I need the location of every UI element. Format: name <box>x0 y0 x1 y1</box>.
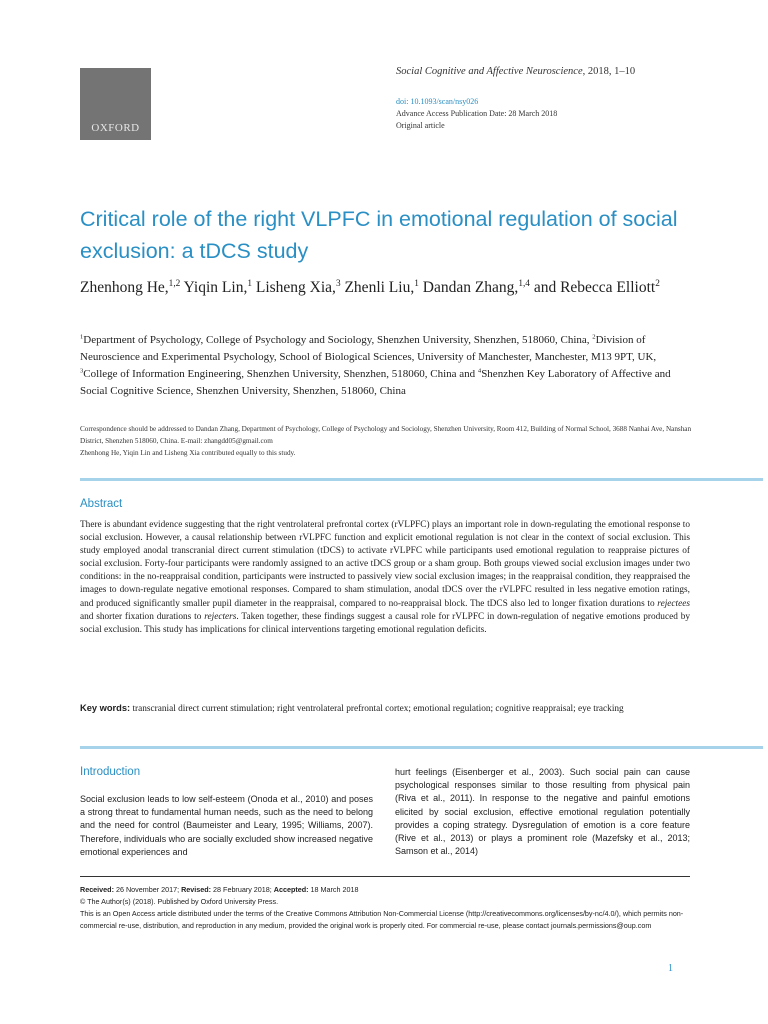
accepted-label: Accepted: <box>273 885 309 894</box>
author-affiliation-marker: 1,2 <box>168 278 181 289</box>
article-title: Critical role of the right VLPFC in emotional regulation of social exclusion: a tDCS study <box>80 207 678 263</box>
affiliation-text: Shenzhen Key Laboratory of Affective and Social Cognitive Science, Shenzhen University, Shenzhen, 518060, China <box>80 368 671 397</box>
page-number: 1 <box>668 963 673 974</box>
footnote-rule <box>80 876 690 877</box>
introduction-right-column: hurt feelings (Eisenberger et al., 2003). Such social pain can cause psychological responses similar to those resulting from physical pain (Riva et al., 2011). In response to the negative and painful emotions elicited by social exclusion, effective emotional regulation potentially provides a coping strategy. Dysregulation of emotion is a core feature (Rive et al., 2013) or plays a prominent role (Mazefsky et al., 2013; Samson et al., 2014) <box>395 767 690 857</box>
author-name: Lisheng Xia, <box>251 279 336 296</box>
author-name: Yiqin Lin, <box>180 279 248 296</box>
affiliations <box>80 332 695 400</box>
author-name: Zhenhong He, <box>80 279 169 296</box>
affiliation-marker: 1 <box>80 333 84 341</box>
revised-label: Revised: <box>181 885 212 894</box>
author-affiliation-marker: 2 <box>655 278 660 289</box>
article-type: Original article <box>396 121 445 130</box>
affiliation-marker: 4 <box>477 367 482 375</box>
received-label: Received: <box>80 885 114 894</box>
keywords <box>80 702 690 717</box>
advance-access-date: Advance Access Publication Date: 28 March 2018 <box>396 109 558 118</box>
abstract-heading: Abstract <box>80 498 123 510</box>
introduction-left-column: Social exclusion leads to low self-esteem (Onoda et al., 2010) and poses a strong threat to fundamental human needs, such as the need to belong and the need for control (Baumeister and Leary, 1995; Williams, 2007). Therefore, individuals who are socially excluded show increased negative emotional experiences and <box>80 794 373 857</box>
affiliation-text: Department of Psychology, College of Psychology and Sociology, Shenzhen University, Shenzhen, 518060, China, <box>83 334 593 346</box>
journal-citation <box>396 66 635 77</box>
author-name: and Rebecca Elliott <box>529 279 656 296</box>
affiliation-marker: 3 <box>80 367 84 375</box>
author-name: Dandan Zhang, <box>418 279 519 296</box>
abstract-part: There is abundant evidence suggesting that the right ventrolateral prefrontal cortex (rVLPFC) plays an important role in down-regulating the emotional response to social exclusion. However, a causal relationship between rVLPFC function and explicit emotional regulation is not clear in the context of social exclusion. This study employed anodal transcranial direct current stimulation (tDCS) to activate rVLPFC while participants used emotional regulation to reappraise pictures of social exclusion. Forty-four participants were randomly assigned to an active tDCS group or a sham group. Both groups viewed social exclusion images under two conditions: in the no-reappraisal condition, participants were instructed to passively view social exclusion images; in the reappraisal condition, they reappraised the images to down-regulate negative emotional responses. Compared to sham stimulation, anodal tDCS over the rVLPFC resulted in less negative emotion ratings, and produced significantly smaller pupil diameter in the reappraisal, compared to no-reappraisal block. The tDCS also led to longer fixation durations to <box>80 520 690 609</box>
affiliation-marker: 2 <box>592 333 596 341</box>
author-affiliation-marker: 3 <box>335 278 341 289</box>
author-affiliation-marker: 1 <box>414 278 419 289</box>
revised-date: 28 February 2018; <box>211 885 274 894</box>
oxford-logo <box>80 68 151 140</box>
copyright-line: © The Author(s) (2018). Published by Oxford University Press. <box>80 897 279 906</box>
abstract-bottom-rule <box>80 746 763 749</box>
journal-name: Social Cognitive and Affective Neuroscience <box>396 66 583 77</box>
author-list <box>80 277 700 299</box>
accepted-date: 18 March 2018 <box>308 885 359 894</box>
author-affiliation-marker: 1 <box>247 278 252 289</box>
doi-link[interactable]: doi: 10.1093/scan/nsy026 <box>396 97 479 106</box>
abstract-italic: rejecters <box>204 611 237 622</box>
keywords-text: transcranial direct current stimulation; right ventrolateral prefrontal cortex; emotional regulation; cognitive reappraisal; eye tracking <box>130 704 624 714</box>
equal-contribution-note: Zhenhong He, Yiqin Lin and Lisheng Xia contributed equally to this study. <box>80 449 296 457</box>
keywords-label: Key words: <box>80 703 131 713</box>
logo-text: OXFORD <box>91 122 140 134</box>
abstract-top-rule <box>80 478 763 481</box>
affiliation-text: College of Information Engineering, Shenzhen University, Shenzhen, 518060, China and <box>83 368 478 380</box>
received-date: 26 November 2017; <box>113 885 182 894</box>
introduction-heading: Introduction <box>80 766 141 778</box>
abstract-text <box>80 519 690 637</box>
affiliation-text: Division of Neuroscience and Experimental Psychology, School of Biological Sciences, University of Manchester, Manchester, M13 9PT, UK, <box>80 334 657 363</box>
footnotes <box>80 884 695 932</box>
journal-year-pages: , 2018, 1–10 <box>582 66 636 77</box>
author-name: Zhenli Liu, <box>340 279 415 296</box>
abstract-part: . Taken together, these findings suggest a causal role for rVLPFC in down-regulation of negative emotions produced by social exclusion. This study has implications for clinical interventions targeting emotional regulation deficits. <box>80 611 691 635</box>
correspondence-note: Correspondence should be addressed to Dandan Zhang, Department of Psychology, College of Psychology and Sociology, Shenzhen University, Room 412, Building of Normal School, 3688 Nanhai Ave, Nanshan District, Shenzhen 518060, China. E-mail: zhangdd05@gmail.com <box>80 425 692 445</box>
license-text: This is an Open Access article distributed under the terms of the Creative Commons Attribution Non-Commercial License (http://creativecommons.org/licenses/by-nc/4.0/), which permits non-commercial re-use, distribution, and reproduction in any medium, provided the original work is properly cited. For commercial re-use, please contact journals.permissions@oup.com <box>80 909 684 930</box>
author-affiliation-marker: 1,4 <box>518 278 530 289</box>
abstract-italic: rejectees <box>657 598 690 609</box>
abstract-part: and shorter fixation durations to <box>80 611 205 622</box>
dates-line <box>80 884 695 896</box>
correspondence-block <box>80 423 695 459</box>
